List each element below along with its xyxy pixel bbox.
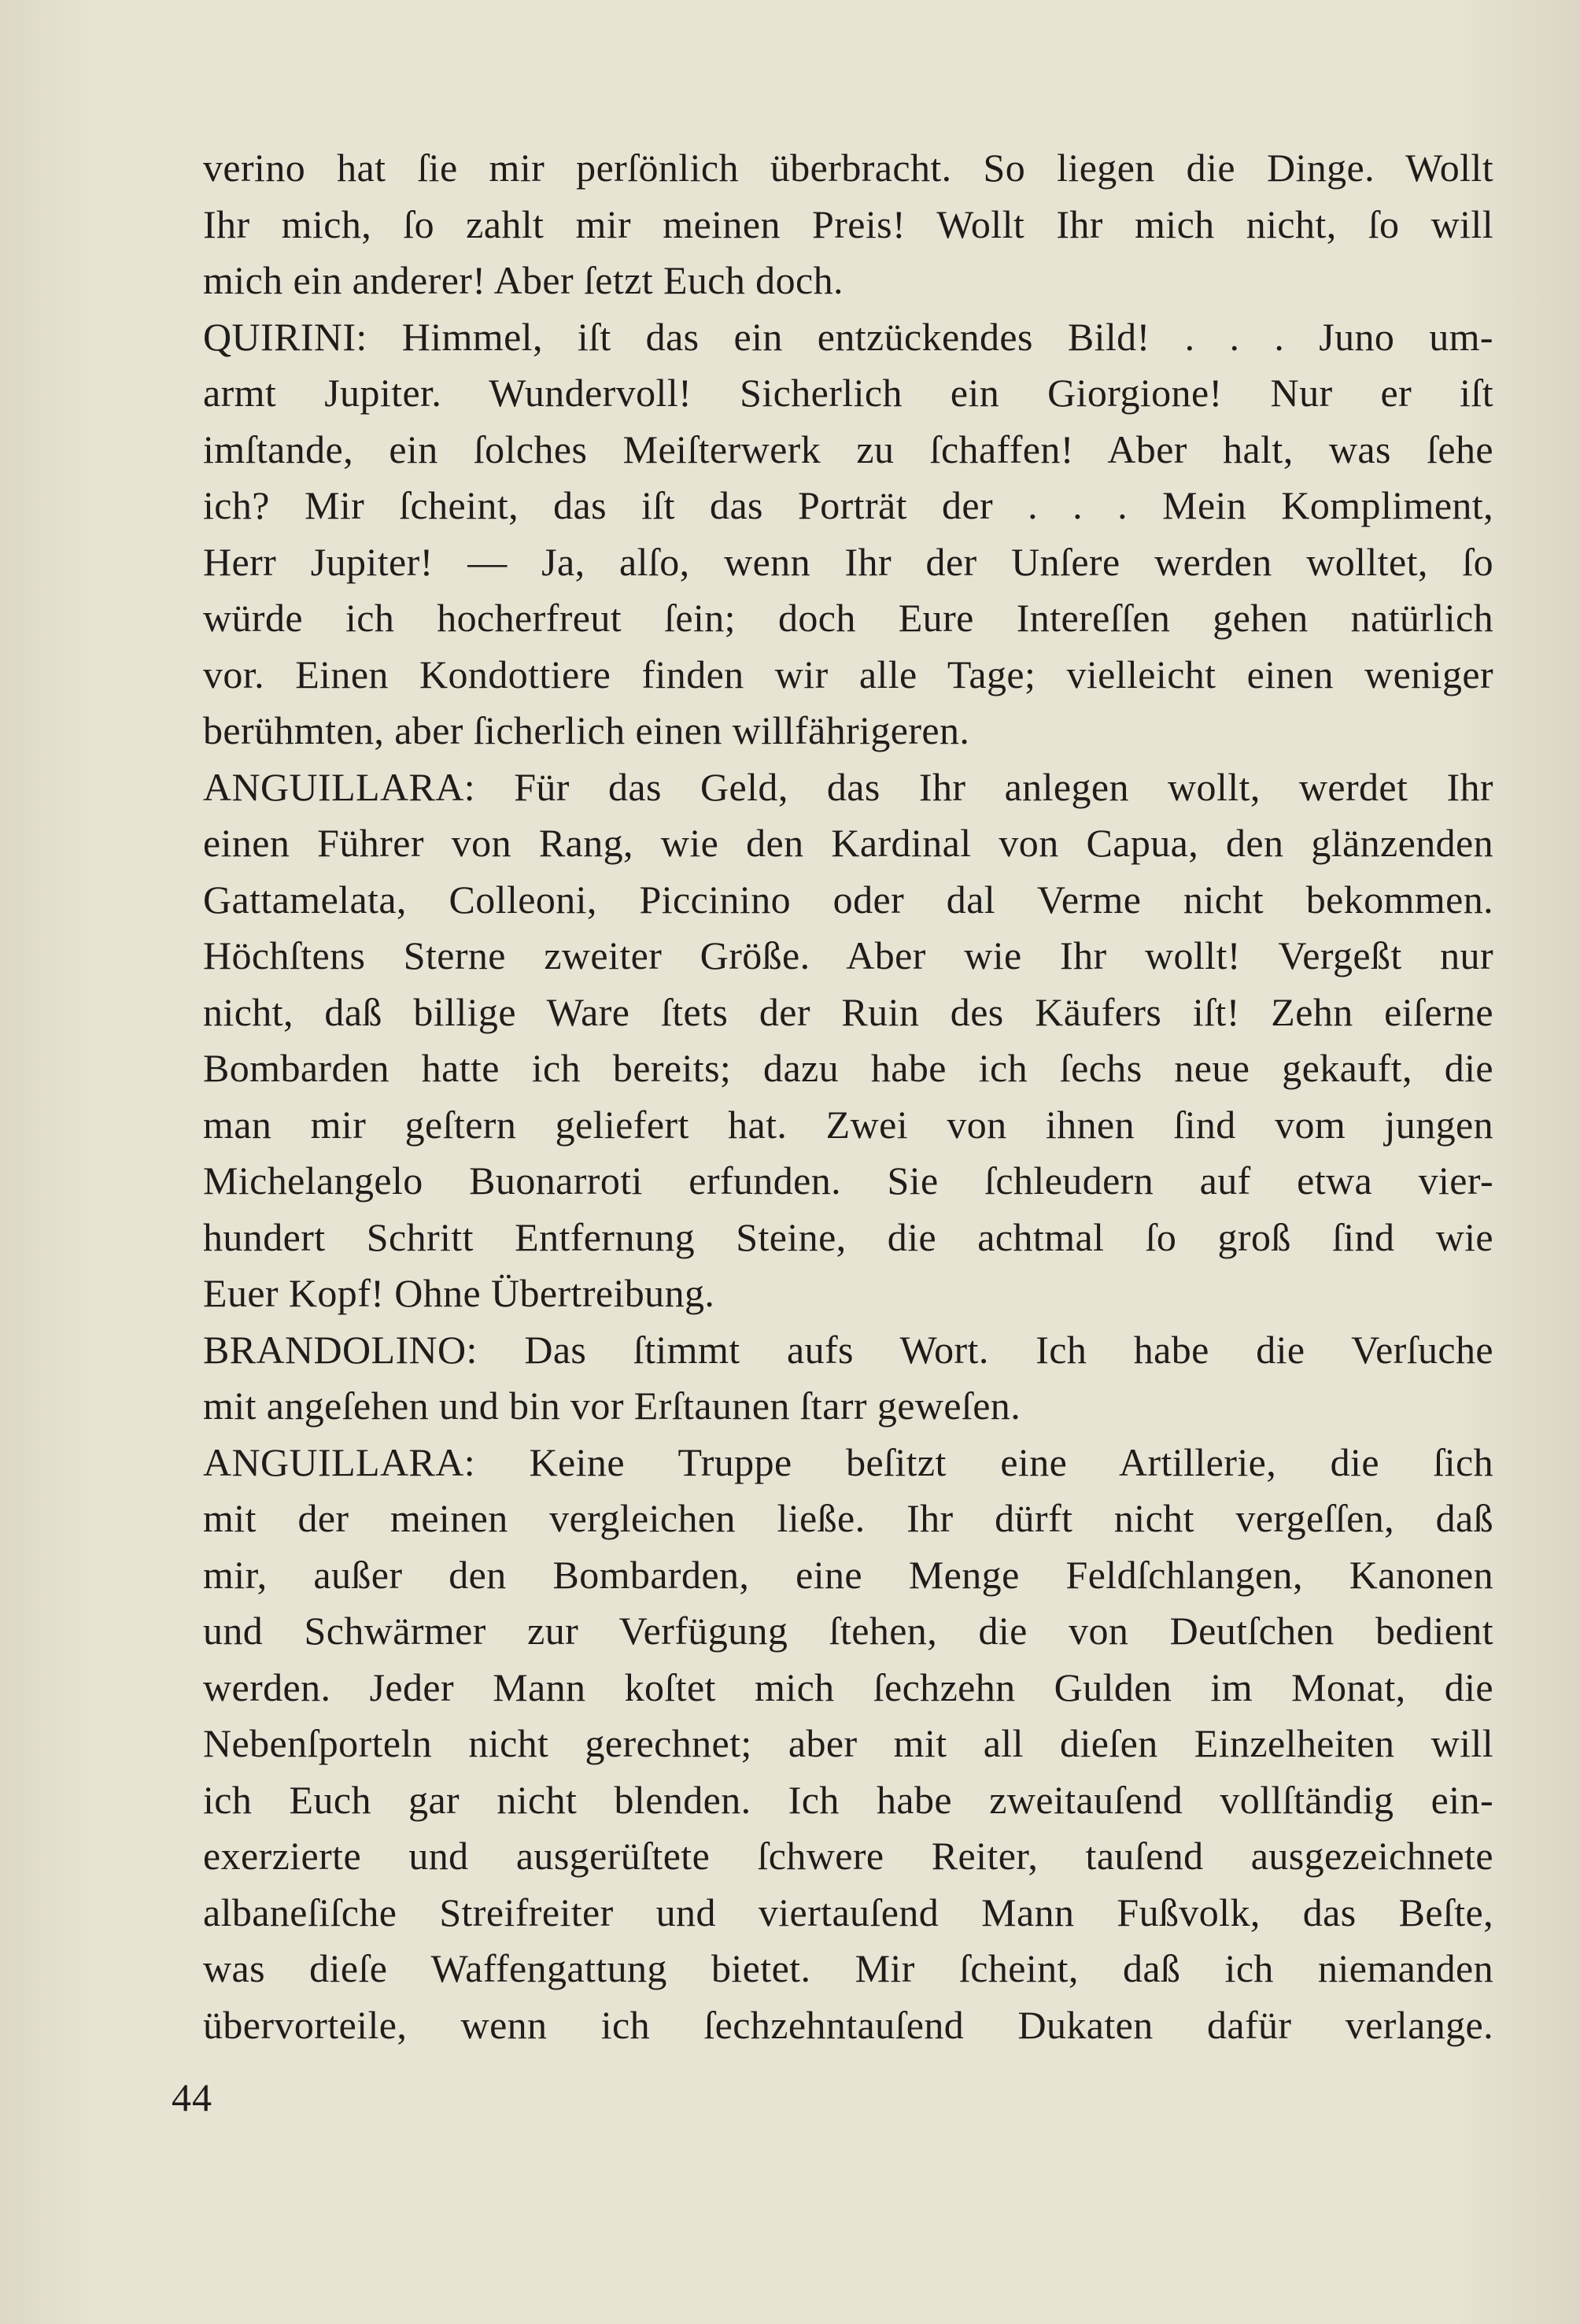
text-line: was dieſe Waffengattung bietet. Mir ſcheint, daß ich niemanden [203, 1946, 1493, 1990]
text-line: Ihr mich, ſo zahlt mir meinen Preis! Wollt Ihr mich nicht, ſo will [203, 201, 1493, 246]
text-line: mit angeſehen und bin vor Erſtaunen ſtarr geweſen. [203, 1384, 1021, 1428]
body-text [203, 140, 1493, 2053]
text-line: Höchſtens Sterne zweiter Größe. Aber wie Ihr wollt! Vergeßt nur [203, 933, 1493, 977]
text-line: Gattamelata, Colleoni, Piccinino oder dal Verme nicht bekommen. [203, 877, 1493, 922]
text-line: Euer Kopf! Ohne Übertreibung. [203, 1271, 715, 1315]
page-number: 44 [172, 2075, 212, 2119]
text-line: albaneſiſche Streifreiter und viertauſend Mann Fußvolk, das Beſte, [203, 1890, 1493, 1934]
text-line: verino hat ſie mir perſönlich überbracht. So liegen die Dinge. Wollt [203, 146, 1493, 190]
text-line: ANGUILLARA: Für das Geld, das Ihr anlegen wollt, werdet Ihr [203, 764, 1493, 809]
text-line: mich ein anderer! Aber ſetzt Euch doch. [203, 258, 844, 302]
text-line: QUIRINI: Himmel, iſt das ein entzückendes Bild! . . . Juno um- [203, 314, 1493, 359]
text-line: ich? Mir ſcheint, das iſt das Porträt der . . . Mein Kompliment, [203, 483, 1493, 527]
text-line: mit der meinen vergleichen ließe. Ihr dürft nicht vergeſſen, daß [203, 1496, 1493, 1540]
text-line: imſtande, ein ſolches Meiſterwerk zu ſchaffen! Aber halt, was ſehe [203, 427, 1493, 471]
text-line: Nebenſporteln nicht gerechnet; aber mit all dieſen Einzelheiten will [203, 1721, 1493, 1765]
text-line: ich Euch gar nicht blenden. Ich habe zweitauſend vollſtändig ein- [203, 1777, 1493, 1822]
text-line: hundert Schritt Entfernung Steine, die achtmal ſo groß ſind wie [203, 1214, 1493, 1259]
text-line: würde ich hocherfreut ſein; doch Eure Intereſſen gehen natürlich [203, 596, 1493, 640]
text-line: man mir geſtern geliefert hat. Zwei von ihnen ſind vom jungen [203, 1102, 1493, 1147]
text-line: werden. Jeder Mann koſtet mich ſechzehn Gulden im Monat, die [203, 1664, 1493, 1709]
text-line: berühmten, aber ſicherlich einen willfährigeren. [203, 708, 970, 752]
text-line: ANGUILLARA: Keine Truppe beſitzt eine Artillerie, die ſich [203, 1439, 1493, 1484]
text-line: nicht, daß billige Ware ſtets der Ruin des Käufers iſt! Zehn eiſerne [203, 989, 1493, 1034]
text-line: vor. Einen Kondottiere finden wir alle Tage; vielleicht einen weniger [203, 652, 1493, 696]
text-line: armt Jupiter. Wundervoll! Sicherlich ein Giorgione! Nur er iſt [203, 371, 1493, 415]
text-line: und Schwärmer zur Verfügung ſtehen, die von Deutſchen bedient [203, 1609, 1493, 1653]
text-line: Michelangelo Buonarroti erfunden. Sie ſchleudern auf etwa vier- [203, 1158, 1493, 1203]
text-line: übervorteile, wenn ich ſechzehntauſend Dukaten dafür verlange. [203, 2002, 1493, 2047]
text-line: BRANDOLINO: Das ſtimmt aufs Wort. Ich habe die Verſuche [203, 1327, 1493, 1372]
text-line: einen Führer von Rang, wie den Kardinal von Capua, den glänzenden [203, 821, 1493, 865]
text-line: exerzierte und ausgerüſtete ſchwere Reiter, tauſend ausgezeichnete [203, 1834, 1493, 1878]
text-line: mir, außer den Bombarden, eine Menge Feldſchlangen, Kanonen [203, 1552, 1493, 1597]
text-line: Herr Jupiter! — Ja, alſo, wenn Ihr der Unſere werden wolltet, ſo [203, 539, 1493, 584]
text-line: Bombarden hatte ich bereits; dazu habe ich ſechs neue gekauft, die [203, 1046, 1493, 1090]
